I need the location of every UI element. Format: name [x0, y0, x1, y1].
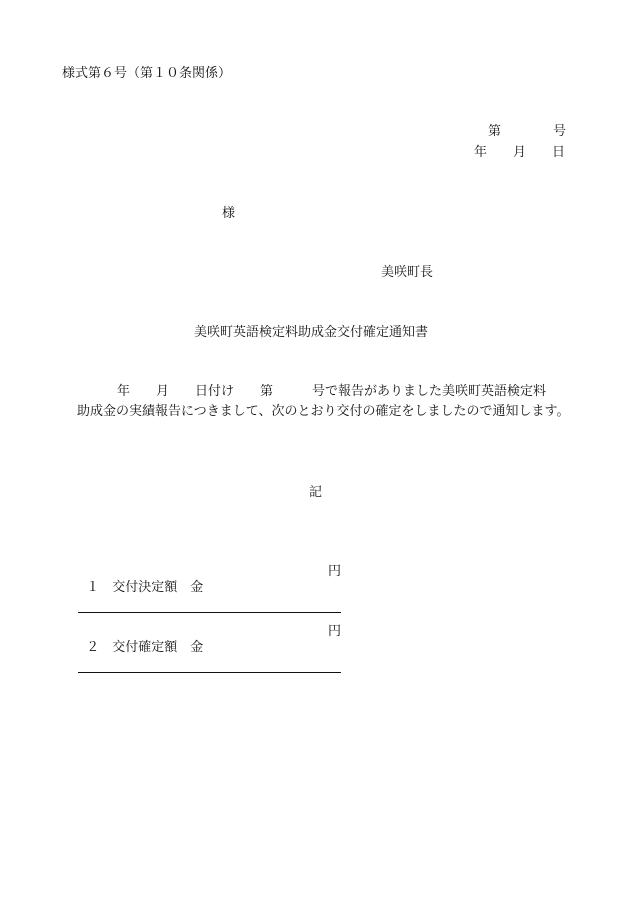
- ki-heading: 記: [309, 485, 323, 500]
- addressee: 様: [222, 206, 236, 221]
- document-number-line: 第 号: [488, 124, 567, 139]
- item-unit: 円: [327, 564, 341, 579]
- document-title: 美咲町英語検定料助成金交付確定通知書: [194, 325, 429, 340]
- item-grant-decision-amount: [78, 564, 341, 613]
- item-grant-confirmed-amount: [78, 624, 341, 673]
- form-number: 様式第６号（第１０条関係）: [62, 66, 232, 81]
- item-label: １ 交付決定額 金: [86, 580, 204, 595]
- item-unit: 円: [327, 624, 341, 639]
- item-label: ２ 交付確定額 金: [86, 640, 204, 655]
- sender: 美咲町長: [381, 265, 434, 280]
- document-date-line: 年 月 日: [474, 145, 566, 160]
- body-text-line-1: 年 月 日付け 第 号で報告がありました美咲町英語検定料: [117, 384, 547, 399]
- body-text-line-2: 助成金の実績報告につきまして、次のとおり交付の確定をしましたので通知します。: [77, 404, 570, 419]
